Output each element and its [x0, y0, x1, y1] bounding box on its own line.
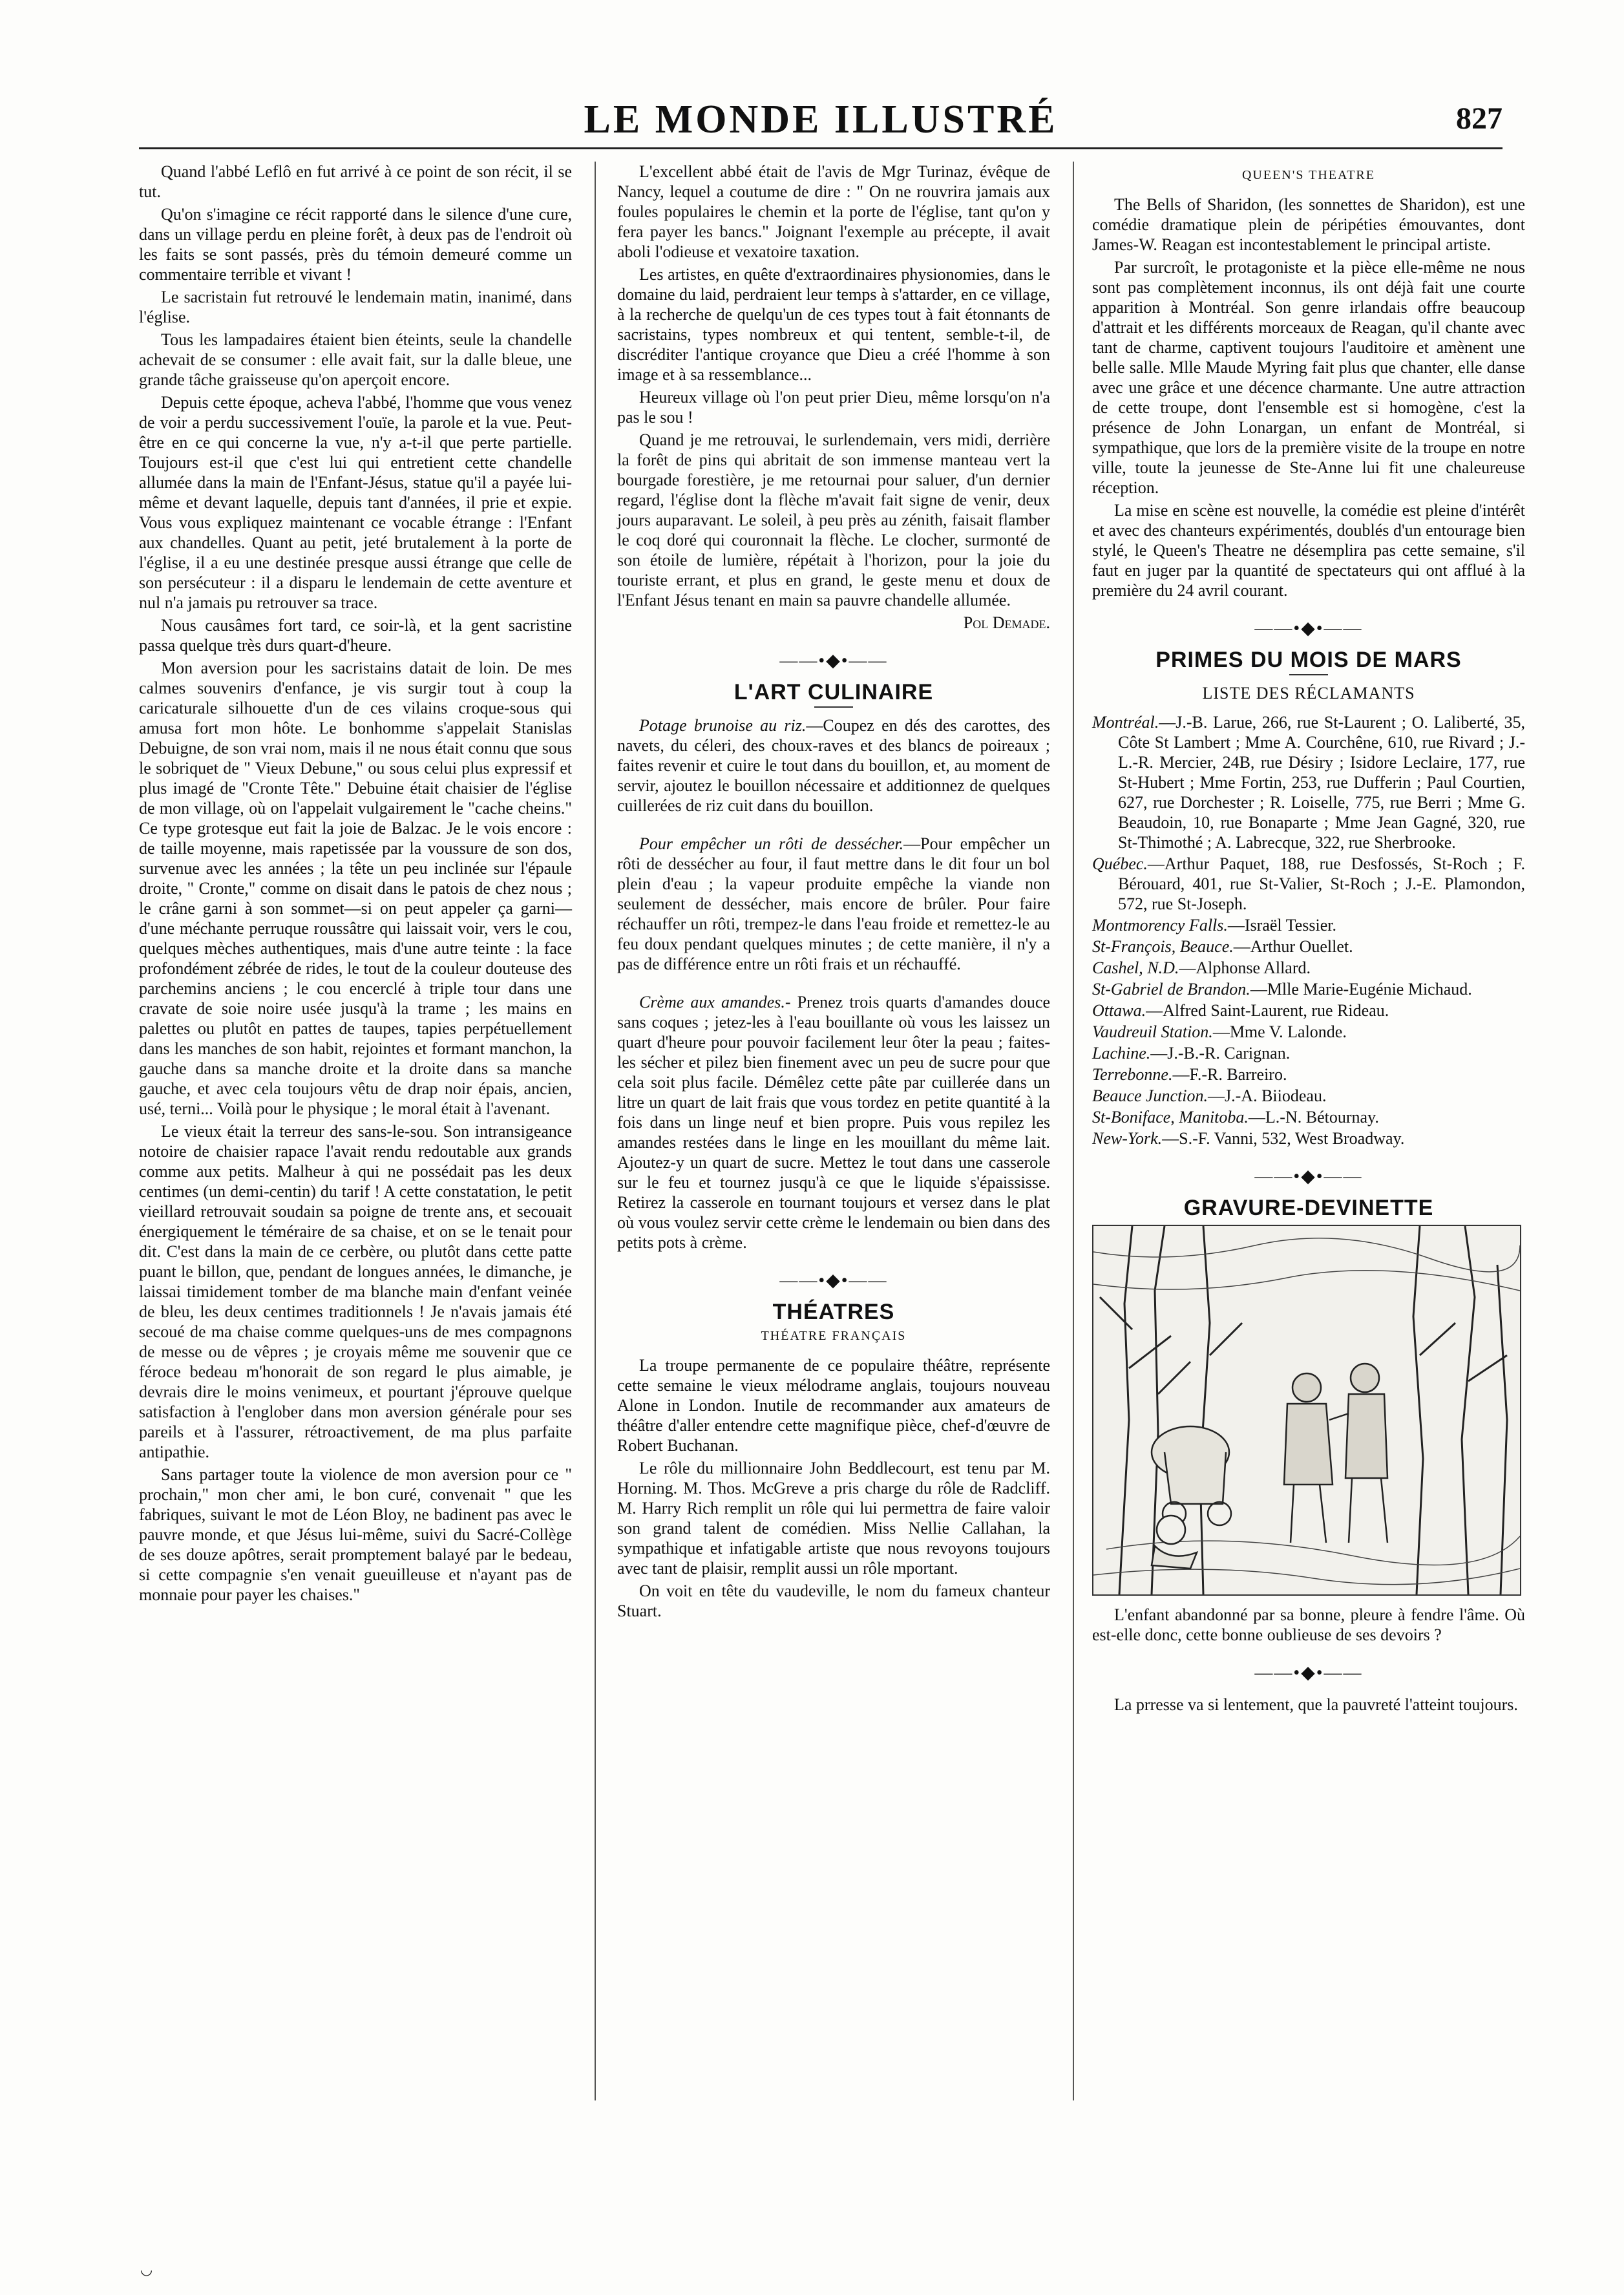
- puzzle-engraving-image: [1092, 1225, 1521, 1596]
- claimants: —Alphonse Allard.: [1179, 958, 1311, 977]
- section-heading-theatres: THÉATRES: [772, 1300, 895, 1324]
- place-name: Montmorency Falls.: [1092, 916, 1228, 935]
- ornament-divider: ——•◆•——: [779, 651, 888, 671]
- column-3: [1092, 162, 1525, 1717]
- recipe-title: Potage brunoise au riz.: [639, 716, 807, 735]
- recipe-text: - Prenez trois quarts d'amandes douce sans coques ; jetez-les à l'eau bouillante où vous les laissez un quart d'heure pour pouvoir facilement leur ôter la peau ; faites-les sécher et pilez bien finement avec un peu de sucre pour que cela soit plus facile. Démêlez cette pâte par cuillerée dans un litre un quart de lait frais que vous tordez en petite quantité à la fois dans un linge neuf et bien propre. Puis vous repilez les amandes restées dans le linge en les mouillant du même lait. Ajoutez-y un quart de sucre. Mettez le tout dans une casserole sur le feu et tournez jusqu'à ce que le liquide s'épaississe. Retirez la casserole en tournant toujours et versez dans le plat où vous voulez servir cette crème le lendemain ou bien dans des petits pots à crème.: [617, 993, 1051, 1252]
- place-name: Québec.: [1092, 854, 1148, 873]
- forest-scene-illustration: [1093, 1226, 1520, 1594]
- heading-rule: [814, 706, 853, 708]
- place-name: Lachine.: [1092, 1044, 1151, 1063]
- place-name: Cashel, N.D.: [1092, 958, 1179, 977]
- masthead-rule: [139, 147, 1503, 149]
- paragraph: The Bells of Sharidon, (les sonnettes de Sharidon), est une comédie dramatique plein de péripéties émouvantes, dont James-W. Reagan est incontestablement le principal artiste.: [1092, 195, 1525, 254]
- paragraph: Par surcroît, le protagoniste et la pièce elle-même ne nous sont pas complètement inconnus, ils ont déjà fait une courte apparition à Montréal. Son genre irlandais offre beaucoup d'attrait et les différents morceaux de Reagan, qu'il chante avec tant de charme, captivent toujours l'auditoire et amènent une belle salle. Mlle Maude Myring fait plus que chanter, elle danse avec une grâce et une décence charmante. Une autre attraction de cette troupe, dont l'ensemble est si homogène, c'est la présence de John Lonargan, un enfant de Montréal, si sympathique, que lors de la première visite de la troupe en notre ville, toute la jeunesse de Ste-Anne lui fit une chaleureuse réception.: [1092, 258, 1525, 497]
- ornament-divider: ——•◆•——: [1254, 1167, 1363, 1187]
- caption-text: L'enfant abandonné par sa bonne, pleure à fendre l'âme. Où est-elle donc, cette bonne oublieuse de ses devoirs ?: [1092, 1605, 1525, 1644]
- column-2: [617, 162, 1050, 1623]
- masthead: [139, 97, 1503, 142]
- heading-rule: [1289, 674, 1328, 675]
- recipe-text: —Coupez en dés des carottes, des navets, du céleri, des choux-raves et des blancs de poireaux ; faites revenir et cuire le tout dans du bouillon, et, au moment de servir, ajoutez le bouillon nécessaire et additionnez de quelques cuillerées de riz cuit dans du bouillon.: [617, 716, 1051, 815]
- paragraph: Qu'on s'imagine ce récit rapporté dans le silence d'une cure, dans un village perdu en pleine forêt, à deux pas de l'endroit où les faits se sont passés, près du témoin demeuré comme un commentaire terrible et vivant !: [139, 205, 572, 284]
- list-item: [1092, 915, 1525, 935]
- claimants: —Alfred Saint-Laurent, rue Rideau.: [1146, 1001, 1389, 1020]
- paragraph: Quand l'abbé Leflô en fut arrivé à ce point de son récit, il se tut.: [139, 162, 572, 201]
- paragraph: Sans partager toute la violence de mon aversion pour ce " prochain," mon cher ami, le bon curé, convenait " que les fabriques, suivant le mot de Léon Bloy, ne badinent pas avec le pauvre monde, et que Jésus lui-même, suivi du Sacré-Collège de ses douze apôtres, serait promptement balayé par le bedeau, si cette compagnie s'en venait gueuilleuse et n'ayant pas de monnaie pour payer les chaises.": [139, 1465, 572, 1604]
- claimants: —F.-R. Barreiro.: [1172, 1065, 1287, 1084]
- recipe-title: Pour empêcher un rôti de dessécher.: [639, 834, 904, 853]
- list-item: [1092, 1107, 1525, 1127]
- place-name: New-York.: [1092, 1129, 1163, 1148]
- section-heading-primes: PRIMES DU MOIS DE MARS: [1155, 648, 1462, 672]
- paragraph: La mise en scène est nouvelle, la comédie est pleine d'intérêt et avec des chanteurs expérimentés, doublés d'un entourage bien stylé, le Queen's Theatre ne désemplira pas cette semaine, s'il faut en juger par la quantité de spectateurs qui ont afflué à la première du 24 avril courant.: [1092, 501, 1525, 600]
- claimants: —Arthur Paquet, 188, rue Desfossés, St-Roch ; F. Bérouard, 401, rue St-Valier, St-Roch ; J.-E. Plamondon, 572, rue St-Joseph.: [1118, 854, 1525, 913]
- list-item: [1092, 1086, 1525, 1106]
- list-item: [1092, 1064, 1525, 1084]
- printer-mark: ◡: [140, 2262, 153, 2278]
- paragraph: L'excellent abbé était de l'avis de Mgr Turinaz, évêque de Nancy, lequel a coutume de dire : " On ne rouvrira jamais aux foules populaires le chemin et la porte de l'église, tant qu'on y fera payer les bancs." Joignant l'exemple au précepte, il avait aboli l'odieuse et vexatoire taxation.: [617, 162, 1050, 261]
- place-name: Vaudreuil Station.: [1092, 1022, 1213, 1041]
- list-item: [1092, 1000, 1525, 1021]
- claimants: —J.-A. Biiodeau.: [1208, 1086, 1327, 1105]
- paragraph: Tous les lampadaires étaient bien éteints, seule la chandelle achevait de se consumer : elle avait fait, sur la dalle bleue, une grande tâche graisseuse qu'on aperçoit encore.: [139, 330, 572, 389]
- subheading-reclamants: LISTE DES RÉCLAMANTS: [1202, 684, 1415, 703]
- list-item: [1092, 936, 1525, 957]
- paragraph: Depuis cette époque, acheva l'abbé, l'homme que vous venez de voir a perdu successivement l'ouïe, la parole et la vue. Peut-être en ce qui concerne la vue, n'y a-t-il que perte partielle. Toujours est-il que c'est lui qui entretient cette chandelle allumée dans la main de l'Enfant-Jésus, statue qu'il a payée lui-même et devant laquelle, depuis tant d'années, il prie et expie. Vous vous expliquez maintenant ce vocable étrange : l'Enfant aux chandelles. Quant au petit, jeté brutalement à la porte de l'église, il a eu une destinée presque aussi étrange que celle de son persécuteur : il a disparu le lendemain de cette aventure et nul n'a jamais pu retrouver sa trace.: [139, 393, 572, 612]
- claimants: —S.-F. Vanni, 532, West Broadway.: [1162, 1129, 1405, 1148]
- place-name: St-Boniface, Manitoba.: [1092, 1108, 1249, 1126]
- paragraph: Nous causâmes fort tard, ce soir-là, et la gent sacristine passa quelque très durs quart-d'heure.: [139, 616, 572, 655]
- list-item: [1092, 854, 1525, 914]
- place-name: St-François, Beauce.: [1092, 937, 1234, 956]
- paragraph: On voit en tête du vaudeville, le nom du fameux chanteur Stuart.: [617, 1581, 1050, 1620]
- masthead-title: LE MONDE ILLUSTRÉ: [584, 98, 1058, 142]
- ornament-divider: ——•◆•——: [1254, 1663, 1363, 1683]
- paragraph: Le rôle du millionnaire John Beddlecourt, est tenu par M. Horning. M. Thos. McGreve a pris charge du rôle de Radcliff. M. Harry Rich remplit un rôle qui lui permettra de faire valoir son grand talent de comédien. Miss Nellie Callahan, la sympathique et infatigable artiste que nous revoyons toujours avec tant de plaisir, remplit aussi un rôle mportant.: [617, 1459, 1050, 1578]
- subheading-theatre-francais: THÉATRE FRANÇAIS: [761, 1329, 907, 1343]
- page-number: 827: [1456, 101, 1503, 136]
- recipe-paragraph: [617, 992, 1050, 1253]
- author-signature: Pol Demade.: [963, 613, 1050, 632]
- place-name: Ottawa.: [1092, 1001, 1146, 1020]
- ornament-divider: ——•◆•——: [779, 1271, 888, 1291]
- column-1: [139, 162, 572, 1607]
- place-name: Beauce Junction.: [1092, 1086, 1208, 1105]
- claimants-list: [1092, 712, 1525, 1148]
- paragraph: Les artistes, en quête d'extraordinaires physionomies, dans le domaine du laid, perdraient leur temps à s'attarder, en ce village, à la recherche de quelqu'un de ces types tout à fait étonnants de sacristains, types nombreux et qui tentent, semble-t-il, de discréditer l'antique croyance que Dieu a créé l'homme à son image et à sa ressemblance...: [617, 265, 1050, 384]
- claimants: —J.-B.-R. Carignan.: [1150, 1044, 1291, 1063]
- recipe-text: —Pour empêcher un rôti de dessécher au four, il faut mettre dans le dit four un bol plein d'eau ; la vapeur produite empêche la viande non seulement de dessécher, mais encore de brûler. Pour faire réchauffer un rôti, trempez-le dans l'eau froide et remettez-le au feu doux pendant quelques minutes ; de cette manière, il n'y a pas de différence entre un rôti frais et un réchauffé.: [617, 834, 1050, 973]
- spacer: [617, 977, 1050, 992]
- recipe-title: Crème aux amandes.: [639, 993, 785, 1011]
- recipe-paragraph: [617, 715, 1050, 816]
- list-item: [1092, 712, 1525, 852]
- section-heading-culinaire: L'ART CULINAIRE: [733, 680, 934, 704]
- claimants: —L.-N. Bétournay.: [1248, 1108, 1379, 1126]
- list-item: [1092, 979, 1525, 999]
- list-item: [1092, 958, 1525, 978]
- claimants: —Arthur Ouellet.: [1233, 937, 1353, 956]
- paragraph: Le sacristain fut retrouvé le lendemain matin, inanimé, dans l'église.: [139, 288, 572, 326]
- recipe-paragraph: [617, 834, 1050, 974]
- section-heading-gravure: GRAVURE-DEVINETTE: [1183, 1196, 1434, 1220]
- column-rule: [595, 162, 596, 2100]
- place-name: St-Gabriel de Brandon.: [1092, 980, 1250, 999]
- paragraph: Mon aversion pour les sacristains datait de loin. De mes calmes souvenirs d'enfance, je vis surgir tout à coup la caricaturale silhouette d'un de ces vilains croque-sous qui amusa fort mon hôte. Le bonhomme s'appelait Stanislas Debuigne, de son vrai nom, mais il ne nous était connu que sous le sobriquet de " Vieux Debune," ou sous celui plus expressif et plus imagé de "Cronte Tête." Debuine était chaisier de l'église de mon village, où on l'appelait vulgairement le "cache cheins." Ce type grotesque eut fait la joie de Balzac. Je le vois encore : de taille moyenne, mais rapetissée par la voussure de son dos, survenue avec les années ; la tête un peu inclinée sur l'épaule droite, " Cronte," comme on disait dans le patois de chez nous ; le crâne garni à son sommet—si on peut appeler ça garni—d'une méchante perruque roussâtre qui laissait voir, vers le cou, quelques mèches authentiques, mais d'une autre teinte : la face profondément zébrée de rides, le tout de la couleur douteuse des parchemins anciens ; le cou encerclé à triple tour dans une cravate de soie noire usée jusqu'à la trame ; les mains en palettes ou plutôt en pattes de taupes, tapies perpétuellement dans les manches de son habit, rejointes et formant manchon, la gauche dans sa manche droite et la droite dans sa manche gauche, et avec cela toujours vêtu de drap noir épais, ancien, usé, terni... Voilà pour le physique ; le moral était à l'avenant.: [139, 659, 572, 1118]
- column-rule: [1073, 162, 1074, 2100]
- claimants: —Mlle Marie-Eugénie Michaud.: [1250, 980, 1472, 999]
- claimants: —J.-B. Larue, 266, rue St-Laurent ; O. Laliberté, 35, Côte St Lambert ; Mme A. Courchêne, 610, rue Rivard ; J.-L.-R. Mercier, 24B, rue Désiry ; Isidore Leclaire, 177, rue St-Hubert ; Mme Fortin, 253, rue Dufferin ; Paul Courtien, 627, rue Dorchester ; R. Loiselle, 775, rue Berri ; Mme G. Beaudoin, 10, rue Bonaparte ; Mme Jean Gagné, 320, rue St-Thimothé ; A. Labrecque, 322, rue Sherbrooke.: [1118, 713, 1525, 852]
- subheading-queens-theatre: QUEEN'S THEATRE: [1241, 168, 1375, 182]
- paragraph: Le vieux était la terreur des sans-le-sou. Son intransigeance notoire de chaisier rapace l'avait rendu redoutable aux grands comme aux petits. Malheur à qui ne possédait pas les deux centimes (un demi-centin) du tarif ! A cette constatation, le petit vieillard retrouvait soudain sa poigne de trente ans, et secouait énergiquement le téméraire de sa chaise, et on se le tenait pour dit. C'est dans la main de ce cerbère, ou plutôt dans cette patte puant le billon, que, pendant de longues années, le dimanche, je laissai timidement tomber de ma blanche main d'enfant veinée de bleu, les deux centimes traditionnels ! Je n'avais jamais été secoué de ma chaise comme quelques-uns de mes compagnons de messe ou de vêpres ; je croyais même me souvenir que ce féroce bedeau m'honorait de son regard le plus aimable, je devrais dire le moins venimeux, et pourtant j'éprouve quelque satisfaction à l'englober dans mon aversion générale pour ses pareils et à l'assurer, rétroactivement, de ma plus parfaite antipathie.: [139, 1122, 572, 1461]
- paragraph: Heureux village où l'on peut prier Dieu, même lorsqu'on n'a pas le sou !: [617, 388, 1050, 427]
- spacer: [617, 818, 1050, 834]
- paragraph: La troupe permanente de ce populaire théâtre, représente cette semaine le vieux mélodrame anglais, toujours nouveau Alone in London. Inutile de recommander aux amateurs de théâtre d'aller entendre cette magnifique pièce, chef-d'œuvre de Robert Buchanan.: [617, 1356, 1050, 1455]
- claimants: —Israël Tessier.: [1227, 916, 1336, 935]
- list-item: [1092, 1043, 1525, 1063]
- place-name: Terrebonne.: [1092, 1065, 1173, 1084]
- paragraph: Quand je me retrouvai, le surlendemain, vers midi, derrière la forêt de pins qui abritait de son immense manteau vert la bourgade forestière, je me retournai pour saluer, d'un dernier regard, l'église dont la flèche m'avait fait signe de venir, deux jours auparavant. Le soleil, à peu près au zénith, faisait flamber le coq doré qui couronnait la flèche. Le clocher, surmonté de son étoile de lumière, répétait à l'horizon, pour la joie du touriste errant, et plus en grand, le geste menu et doux de l'Enfant Jésus tenant en main sa pauvre chandelle allumée.: [617, 430, 1050, 609]
- closing-maxim: La prresse va si lentement, que la pauvreté l'atteint toujours.: [1114, 1695, 1518, 1714]
- ornament-divider: ——•◆•——: [1254, 619, 1363, 639]
- place-name: Montréal.: [1092, 713, 1159, 732]
- list-item: [1092, 1128, 1525, 1148]
- engraving-caption: [1092, 1605, 1525, 1645]
- claimants: —Mme V. Lalonde.: [1212, 1022, 1347, 1041]
- list-item: [1092, 1022, 1525, 1042]
